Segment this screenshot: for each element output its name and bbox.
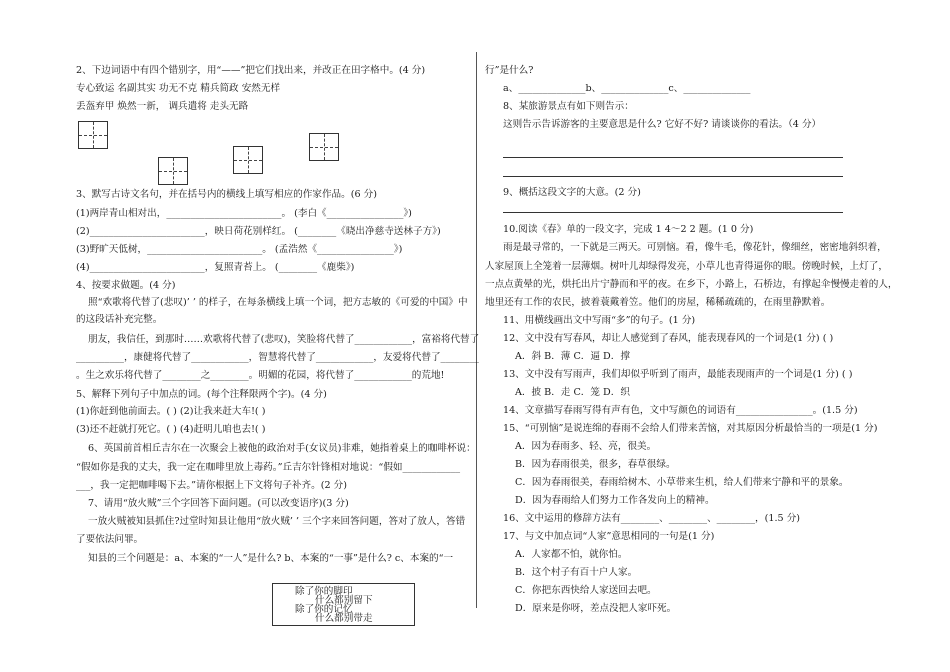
question-7-answers: a、______________b、______________c、______________ — [503, 83, 751, 94]
tianzige-box-4[interactable] — [309, 133, 339, 161]
question-17-option-c: C．你把东西快给人家送回去吧。 — [515, 585, 657, 596]
question-15-option-b: B．因为春雨很美，很多，春草很绿。 — [515, 459, 676, 470]
question-7-text-3: 知县的三个问题是：a、本案的“一人”是什么? b、本案的“一事”是什么? c、本案的“一 — [88, 553, 454, 564]
question-17-prompt: 17、与文中加点词“人家”意思相同的一句是(1 分) — [503, 531, 715, 542]
question-2-words-row-1: 专心致运 名副其实 功无不克 精兵简政 安然无样 — [76, 83, 281, 94]
question-4-passage-3: 。生之欢乐将代替了________之________。明媚的花园，将代替了____________的荒地! — [76, 370, 445, 381]
question-15-option-a: A．因为春雨多、轻、亮，很美。 — [515, 441, 657, 452]
tianzige-box-2[interactable] — [158, 157, 188, 185]
question-9-prompt: 9、概括这段文字的大意。(2 分) — [503, 187, 641, 198]
question-4-passage-2: __________，康健将代替了____________，智慧将代替了____________，友爱将代替了________ — [76, 352, 479, 363]
question-17-option-d: D．原来是你呀，差点没把人家吓死。 — [515, 603, 677, 614]
question-9-answer-line[interactable] — [503, 212, 843, 213]
question-17-option-b: B．这个村子有百十户人家。 — [515, 567, 638, 578]
question-3-item-2: (2)________________________，映日荷花别样红。 (________《晓出净慈寺送林子方》) — [76, 226, 441, 237]
question-4-instruction-2: 的这段话补充完整。 — [76, 314, 163, 325]
passage-line-4: 地里还有工作的农民，披着蓑戴着笠。他们的房屋，稀稀疏疏的，在雨里静默着。 — [485, 297, 831, 308]
question-7-text-2: 了要依法问罪。 — [76, 534, 144, 545]
question-4-prompt: 4、按要求做题。(4 分) — [76, 280, 176, 291]
column-divider — [476, 52, 477, 608]
question-2-prompt: 2、下边词语中有四个错别字，用“——”把它们找出来，并改正在田字格中。(4 分) — [76, 65, 426, 76]
question-2-words-row-2: 丢盔弃甲 焕然一新， 调兵遣将 走头无路 — [76, 101, 249, 112]
question-8-answer-line-2[interactable] — [503, 176, 843, 177]
question-4-instruction-1: 照“欢歌将代替了(悲叹)’ ’ 的样子，在每条横线上填一个词，把方志敏的《可爱的中国》中 — [88, 297, 468, 308]
question-8-prompt: 8、某旅游景点有如下则告示： — [503, 101, 634, 112]
question-12-prompt: 12、文中没有写春风，却让人感觉到了春风，能表现春风的一个词是(1 分) ( ) — [503, 333, 834, 344]
question-3-prompt: 3、默写古诗文名句，并在括号内的横线上填写相应的作家作品。(6 分) — [76, 189, 377, 200]
question-5-prompt: 5、解释下列句子中加点的词。(每个注释限两个字)。(4 分) — [76, 389, 327, 400]
question-15-prompt: 15、“可别恼”是说连绵的春雨不会给人们带来苦恼，对其原因分析最恰当的一项是(1 分) — [503, 423, 878, 434]
passage-line-2: 人家屋顶上全笼着一层薄烟。树叶儿却绿得发亮，小草儿也青得逼你的眼。傍晚时候，上灯了， — [485, 261, 888, 272]
question-3-item-1: (1)两岸青山相对出，________________________。 (李白《________________》) — [76, 208, 412, 219]
question-12-options: A．斜 B．薄 C．逼 D．撑 — [515, 351, 630, 362]
question-13-options: A．披 B．走 C．笼 D．织 — [515, 387, 630, 398]
question-14-prompt: 14、文章描写春雨写得有声有色，文中写颜色的词语有________________。(1.5 分) — [503, 405, 858, 416]
question-17-option-a: A．人家都不怕，就你怕。 — [515, 549, 628, 560]
passage-line-3: 一点点黄晕的光，烘托出片宁静而和平的夜。在乡下，小路上，石桥边，有撑起伞慢慢走着的人， — [485, 279, 898, 290]
notice-line-3: 除了你的记忆 — [295, 604, 353, 615]
question-10-prompt: 10.阅读《春》单的一段文字，完成 1 4～2 2 题。(1 0 分) — [503, 224, 754, 235]
passage-line-1: 雨是最寻常的，一下就是三两天。可别恼。看，像牛毛，像花针，像细丝，密密地斜织着， — [503, 242, 887, 253]
tianzige-box-1[interactable] — [78, 121, 108, 149]
notice-line-2: 什么都别留下 — [315, 595, 373, 606]
question-5-row-2: (3)还不赶就打死它。( ) (4)赶明儿咱也去!( ) — [76, 424, 266, 435]
question-15-option-c: C．因为春雨很美，春雨给树木、小草带来生机，给人们带来宁静和平的景象。 — [515, 477, 849, 488]
notice-line-4: 什么都别带走 — [315, 613, 373, 624]
question-7-text-1: 一放火贼被知县抓住?过堂时知县让他用“放火贼’ ’ 三个字来回答问题，答对了放人，答错 — [88, 516, 466, 527]
tourist-notice-box — [272, 583, 415, 626]
question-15-option-d: D．因为春雨给人们努力工作各发向上的精神。 — [515, 495, 715, 506]
question-7-prompt: 7、请用“放火贼”三个字回答下面问题。(可以改变语序)(3 分) — [88, 498, 349, 509]
question-4-passage-1: 朋友，我信任，到那时……欢歌将代替了(悲叹)，笑脸将代替了____________，富裕将代替了 — [88, 334, 480, 345]
question-16-prompt: 16、文中运用的修辞方法有________、________、________，(1.5 分) — [503, 513, 801, 524]
question-11-prompt: 11、用横线画出文中写雨“多”的句子。(1 分) — [503, 315, 696, 326]
question-3-item-4: (4)________________________，复照青苔上。 (________《鹿柴》) — [76, 262, 355, 273]
question-6-text-3: ___，我一定把咖啡喝下去。”请你根据上下文将句子补齐。(2 分) — [76, 480, 347, 491]
notice-line-1: 除了你的脚印 — [295, 586, 353, 597]
question-3-item-3: (3)野旷天低树，________________________。 (孟浩然《________________》) — [76, 244, 403, 255]
question-6-text-1: 6、英国前首相丘吉尔在一次聚会上被他的政治对手(女议员)非难，她指着桌上的咖啡杯说： — [88, 443, 476, 454]
question-8-answer-line-1[interactable] — [503, 157, 843, 158]
question-13-prompt: 13、文中没有写雨声，我们却似乎听到了雨声，最能表现雨声的一个词是(1 分) ( ) — [503, 369, 853, 380]
tianzige-box-3[interactable] — [233, 146, 263, 174]
question-8-question: 这则告示告诉游客的主要意思是什么? 它好不好? 请谈谈你的看法。（4 分） — [503, 119, 822, 130]
question-6-text-2: “假如你是我的丈夫，我一定在咖啡里放上毒药。”丘吉尔针锋相对地说：“假如____________ — [76, 462, 461, 473]
question-7-continued: 行”是什么? — [485, 65, 534, 76]
question-5-row-1: (1)你赶到他前面去。( ) (2)让我来赶大车!( ) — [76, 406, 266, 417]
